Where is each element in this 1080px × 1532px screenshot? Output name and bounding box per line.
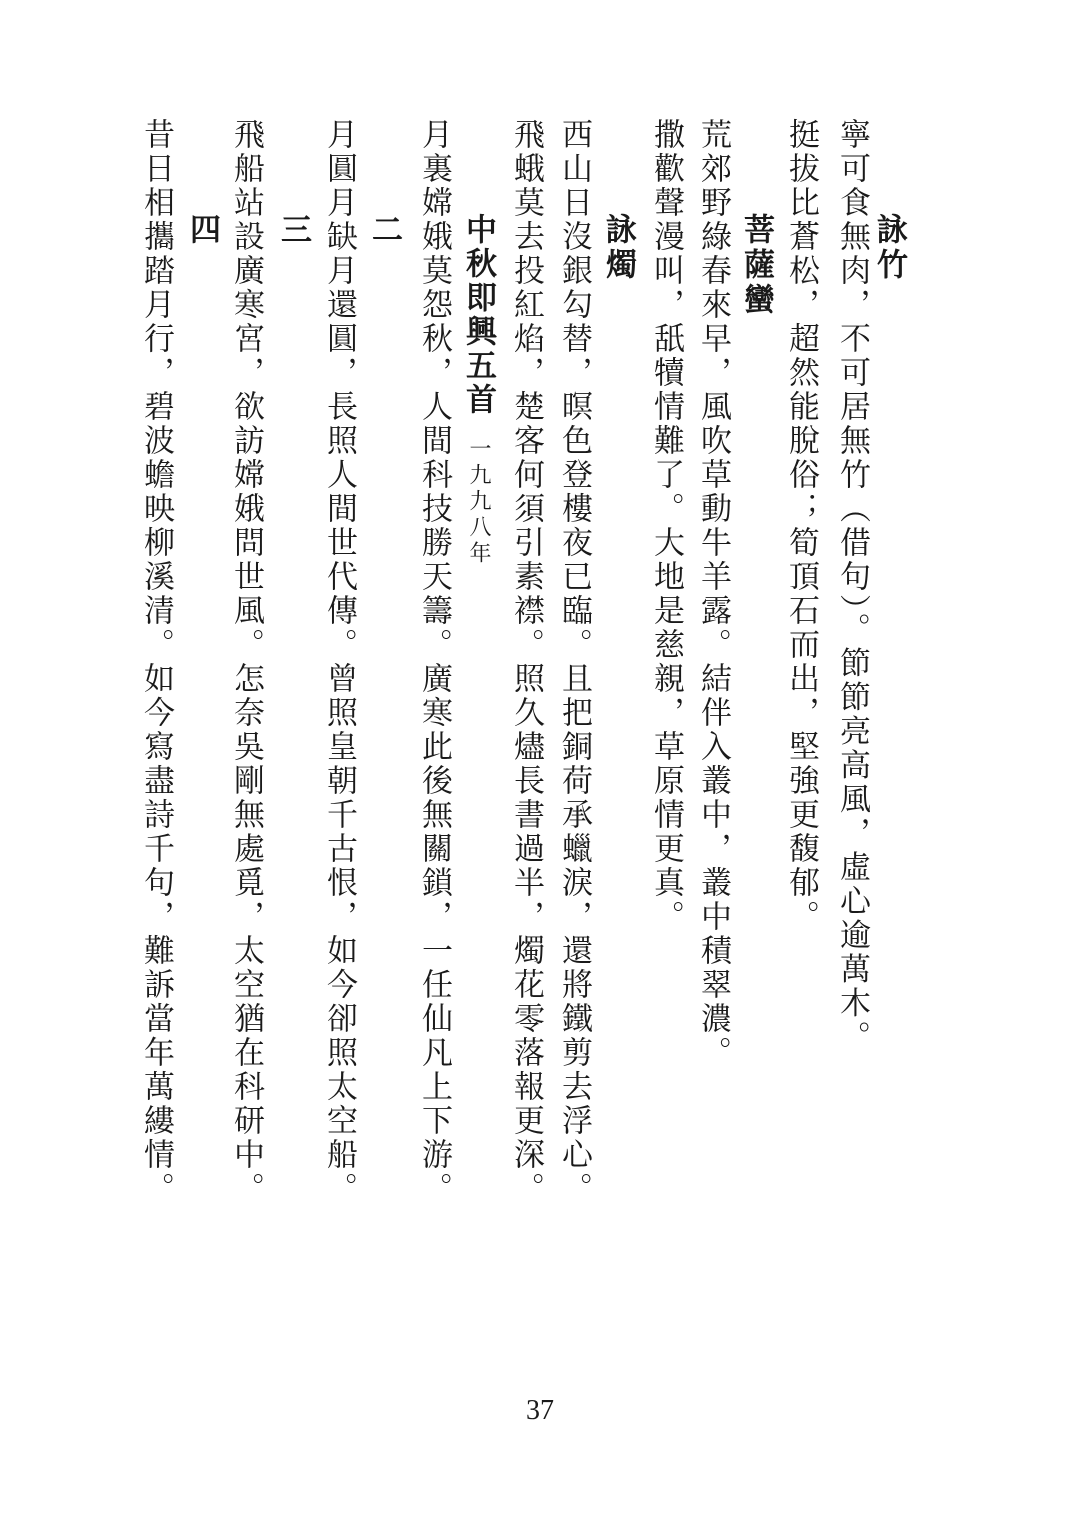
section-number-three: 三 bbox=[275, 213, 311, 248]
poem-line: 寧可食無肉，不可居無竹（借句）。節節亮高風，虛心逾萬木。 bbox=[834, 118, 870, 1055]
poem-line: 西山日沒銀勾替，暝色登樓夜已臨。且把銅荷承蠟淚，還將鐵剪去浮心。 bbox=[556, 118, 592, 1206]
poem-line: 挺拔比蒼松，超然能脫俗；筍頂石而出，堅強更馥郁。 bbox=[783, 118, 819, 934]
poem-line: 昔日相攜踏月行，碧波蟾映柳溪清。如今寫盡詩千句，難訴當年萬縷情。 bbox=[138, 118, 174, 1206]
poem-date: 一九九八年 bbox=[466, 437, 491, 567]
poem-line: 月圓月缺月還圓，長照人間世代傳。曾照皇朝千古恨，如今卻照太空船。 bbox=[321, 118, 357, 1206]
poem-line: 飛蛾莫去投紅焰，楚客何須引素襟。照久燼長書過半，燭花零落報更深。 bbox=[508, 118, 544, 1206]
poem-line: 月裏嫦娥莫怨秋，人間科技勝天籌。廣寒此後無關鎖，一任仙凡上下游。 bbox=[416, 118, 452, 1206]
poem-title-yong-zhu-candle: 詠燭 bbox=[600, 213, 636, 283]
poem-title-text: 中秋即興五首 bbox=[460, 213, 496, 417]
section-number-two: 二 bbox=[366, 213, 402, 248]
poem-title-zhong-qiu bbox=[460, 213, 496, 567]
page-number: 37 bbox=[526, 1395, 554, 1426]
poem-line: 撒歡聲漫叫，舐犢情難了。大地是慈親，草原情更真。 bbox=[648, 118, 684, 934]
poem-line: 飛船站設廣寒宮，欲訪嫦娥問世風。怎奈吳剛無處覓，太空猶在科研中。 bbox=[228, 118, 264, 1206]
poem-title-yong-zhu: 詠竹 bbox=[871, 213, 907, 283]
section-number-four: 四 bbox=[184, 213, 220, 248]
poem-title-pu-sa-man: 菩薩蠻 bbox=[738, 213, 774, 318]
poem-line: 荒郊野綠春來早，風吹草動牛羊露。結伴入叢中，叢中積翠濃。 bbox=[695, 118, 731, 1070]
